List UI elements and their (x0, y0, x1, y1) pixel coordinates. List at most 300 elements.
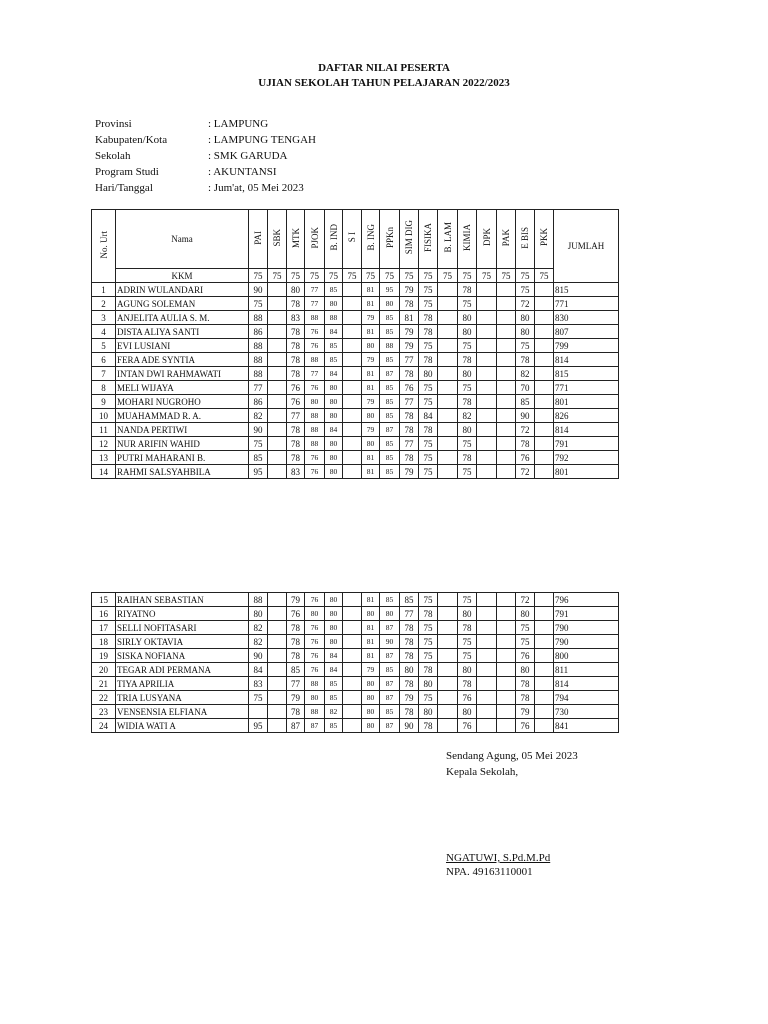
score-cell: 80 (362, 409, 380, 423)
score-cell (343, 353, 362, 367)
score-cell (438, 311, 458, 325)
score-cell: 80 (305, 395, 325, 409)
score-cell: 78 (287, 451, 305, 465)
score-cell: 88 (249, 311, 268, 325)
score-cell (343, 663, 362, 677)
score-cell: 85 (380, 663, 400, 677)
score-cell (343, 339, 362, 353)
student-name: TRIA LUSYANA (116, 691, 249, 705)
kkm-value: 75 (535, 269, 554, 283)
score-cell (497, 691, 516, 705)
score-cell (477, 649, 497, 663)
header-subject (419, 210, 438, 269)
score-cell: 78 (400, 451, 419, 465)
total-score: 791 (554, 437, 619, 451)
score-cell (535, 691, 554, 705)
table-row (92, 325, 619, 339)
row-number: 14 (92, 465, 116, 479)
score-cell: 80 (380, 297, 400, 311)
score-cell: 80 (458, 311, 477, 325)
total-score: 799 (554, 339, 619, 353)
score-cell: 79 (362, 311, 380, 325)
score-cell (268, 451, 287, 465)
score-cell: 79 (362, 663, 380, 677)
score-cell (477, 423, 497, 437)
score-cell: 80 (305, 607, 325, 621)
score-cell: 78 (458, 621, 477, 635)
total-score: 826 (554, 409, 619, 423)
score-cell: 88 (380, 339, 400, 353)
row-number: 5 (92, 339, 116, 353)
student-name: PUTRI MAHARANI B. (116, 451, 249, 465)
table-row (92, 635, 619, 649)
score-cell: 87 (305, 719, 325, 733)
score-cell (438, 437, 458, 451)
score-cell (438, 395, 458, 409)
score-cell: 81 (362, 297, 380, 311)
score-cell: 78 (400, 297, 419, 311)
table-row (92, 381, 619, 395)
score-cell (268, 353, 287, 367)
score-cell: 81 (362, 325, 380, 339)
grade-table-2 (91, 592, 619, 733)
score-cell (535, 367, 554, 381)
row-number: 19 (92, 649, 116, 663)
score-cell: 80 (458, 367, 477, 381)
score-cell (535, 649, 554, 663)
score-cell (268, 325, 287, 339)
score-cell: 75 (419, 339, 438, 353)
score-cell: 75 (516, 635, 535, 649)
score-cell (535, 465, 554, 479)
score-cell (535, 381, 554, 395)
score-cell: 78 (419, 353, 438, 367)
score-cell (268, 395, 287, 409)
score-cell (477, 381, 497, 395)
header-subject-label: PJOK (309, 226, 320, 249)
score-cell: 75 (419, 451, 438, 465)
row-number: 9 (92, 395, 116, 409)
total-score: 771 (554, 381, 619, 395)
score-cell: 76 (305, 621, 325, 635)
score-cell (343, 593, 362, 607)
info-value: : LAMPUNG (208, 118, 269, 130)
score-cell: 78 (287, 423, 305, 437)
table-row (92, 649, 619, 663)
score-cell: 80 (419, 677, 438, 691)
total-score: 801 (554, 465, 619, 479)
grade-table-1 (91, 209, 619, 479)
score-cell: 80 (325, 297, 343, 311)
score-cell (535, 283, 554, 297)
score-cell: 87 (380, 691, 400, 705)
score-cell (343, 423, 362, 437)
info-row (95, 148, 316, 164)
kkm-value: 75 (497, 269, 516, 283)
score-cell: 75 (419, 691, 438, 705)
score-cell (343, 465, 362, 479)
score-cell (343, 635, 362, 649)
score-cell (268, 367, 287, 381)
header-subject (249, 210, 268, 269)
score-cell: 88 (325, 311, 343, 325)
score-cell: 70 (516, 381, 535, 395)
total-score: 790 (554, 621, 619, 635)
score-cell: 77 (400, 437, 419, 451)
score-cell (497, 607, 516, 621)
score-cell: 78 (400, 649, 419, 663)
score-cell: 78 (287, 353, 305, 367)
score-cell: 85 (325, 353, 343, 367)
score-cell: 80 (362, 607, 380, 621)
score-cell (497, 635, 516, 649)
score-cell: 78 (419, 311, 438, 325)
score-cell (438, 465, 458, 479)
score-cell (268, 649, 287, 663)
score-cell: 76 (287, 607, 305, 621)
table-row (92, 451, 619, 465)
score-cell: 75 (516, 621, 535, 635)
score-cell (438, 705, 458, 719)
score-cell: 95 (249, 465, 268, 479)
header-subject-label: MTK (290, 227, 301, 248)
score-cell: 87 (380, 367, 400, 381)
kkm-label: KKM (116, 269, 249, 283)
score-cell: 85 (380, 409, 400, 423)
score-cell: 78 (287, 635, 305, 649)
score-cell (477, 367, 497, 381)
score-cell: 80 (516, 325, 535, 339)
score-cell (477, 297, 497, 311)
score-cell (497, 465, 516, 479)
header-subject-label: SBK (272, 228, 282, 247)
score-cell: 81 (362, 451, 380, 465)
row-number: 13 (92, 451, 116, 465)
score-cell (477, 465, 497, 479)
total-score: 814 (554, 423, 619, 437)
score-cell: 78 (419, 607, 438, 621)
score-cell: 76 (305, 325, 325, 339)
kkm-value: 75 (477, 269, 497, 283)
score-cell (477, 621, 497, 635)
score-cell: 75 (458, 297, 477, 311)
header-subject-label: S I (347, 232, 357, 243)
score-cell: 82 (516, 367, 535, 381)
score-cell: 75 (419, 395, 438, 409)
score-cell (268, 311, 287, 325)
score-cell: 82 (249, 409, 268, 423)
score-cell (535, 635, 554, 649)
score-cell (477, 339, 497, 353)
score-cell (438, 607, 458, 621)
score-cell: 78 (287, 649, 305, 663)
score-cell: 88 (305, 311, 325, 325)
score-cell: 80 (362, 705, 380, 719)
score-cell (268, 621, 287, 635)
kkm-value: 75 (362, 269, 380, 283)
score-cell: 80 (458, 663, 477, 677)
score-cell (497, 649, 516, 663)
score-cell: 78 (516, 353, 535, 367)
table-row (92, 593, 619, 607)
score-cell (268, 607, 287, 621)
score-cell: 80 (362, 437, 380, 451)
header-subject-label: SIM DIG (404, 220, 414, 255)
score-cell (438, 297, 458, 311)
score-cell: 76 (305, 465, 325, 479)
header-subject-label: B. ING (365, 224, 376, 251)
score-cell: 78 (516, 691, 535, 705)
score-cell: 90 (249, 649, 268, 663)
row-number: 3 (92, 311, 116, 325)
score-cell (268, 663, 287, 677)
score-cell: 77 (305, 283, 325, 297)
score-cell: 88 (305, 423, 325, 437)
info-row (95, 164, 316, 180)
score-cell (497, 423, 516, 437)
total-score: 794 (554, 691, 619, 705)
table-row (92, 691, 619, 705)
score-cell: 80 (287, 283, 305, 297)
row-number: 22 (92, 691, 116, 705)
row-number: 21 (92, 677, 116, 691)
score-cell: 79 (362, 353, 380, 367)
score-cell: 80 (362, 691, 380, 705)
score-cell (343, 409, 362, 423)
score-cell (268, 719, 287, 733)
header-nama: Nama (116, 210, 249, 269)
header-subject-label: B. IND (328, 224, 339, 251)
score-cell: 78 (287, 621, 305, 635)
row-number: 4 (92, 325, 116, 339)
total-score: 814 (554, 353, 619, 367)
row-number: 8 (92, 381, 116, 395)
score-cell: 76 (458, 691, 477, 705)
header-subject-label: PAK (501, 228, 511, 247)
score-cell: 82 (325, 705, 343, 719)
header-subject-label: E BIS (520, 226, 530, 249)
student-name: EVI LUSIANI (116, 339, 249, 353)
score-cell (535, 593, 554, 607)
header-subject (362, 210, 380, 269)
score-cell: 72 (516, 423, 535, 437)
header-subject (497, 210, 516, 269)
score-cell (535, 423, 554, 437)
score-cell: 80 (419, 367, 438, 381)
total-score: 811 (554, 663, 619, 677)
student-name: ADRIN WULANDARI (116, 283, 249, 297)
header-subject (516, 210, 535, 269)
score-cell (343, 607, 362, 621)
score-cell: 88 (305, 409, 325, 423)
score-cell: 80 (458, 607, 477, 621)
table-row (92, 719, 619, 733)
score-cell: 84 (325, 663, 343, 677)
score-cell: 79 (516, 705, 535, 719)
score-cell: 80 (325, 635, 343, 649)
score-cell: 78 (400, 409, 419, 423)
score-cell: 75 (419, 465, 438, 479)
score-cell: 87 (380, 649, 400, 663)
student-name: TEGAR ADI PERMANA (116, 663, 249, 677)
score-cell: 84 (325, 325, 343, 339)
score-cell: 80 (362, 719, 380, 733)
score-cell (535, 311, 554, 325)
score-cell: 78 (419, 423, 438, 437)
score-cell: 88 (305, 677, 325, 691)
table-row (92, 367, 619, 381)
row-number: 17 (92, 621, 116, 635)
score-cell (438, 621, 458, 635)
score-cell: 90 (249, 283, 268, 297)
info-label: Provinsi (95, 118, 132, 130)
row-number: 24 (92, 719, 116, 733)
score-cell (438, 635, 458, 649)
score-cell: 77 (287, 677, 305, 691)
score-cell (268, 635, 287, 649)
score-cell: 77 (400, 607, 419, 621)
score-cell (438, 325, 458, 339)
student-name: RIYATNO (116, 607, 249, 621)
score-cell: 84 (325, 423, 343, 437)
kkm-value: 75 (380, 269, 400, 283)
score-cell (477, 283, 497, 297)
total-score: 807 (554, 325, 619, 339)
score-cell: 77 (305, 367, 325, 381)
total-score: 730 (554, 705, 619, 719)
score-cell: 78 (516, 677, 535, 691)
score-cell: 85 (325, 283, 343, 297)
score-cell: 78 (400, 705, 419, 719)
score-cell (438, 353, 458, 367)
score-cell (535, 297, 554, 311)
score-cell: 79 (400, 339, 419, 353)
student-name: NUR ARIFIN WAHID (116, 437, 249, 451)
kkm-value: 75 (325, 269, 343, 283)
score-cell: 85 (325, 719, 343, 733)
score-cell: 86 (249, 395, 268, 409)
score-cell (497, 719, 516, 733)
score-cell: 85 (380, 465, 400, 479)
score-cell (535, 325, 554, 339)
score-cell: 79 (362, 423, 380, 437)
score-cell: 79 (287, 691, 305, 705)
score-cell (438, 283, 458, 297)
score-cell (535, 621, 554, 635)
score-cell: 75 (458, 465, 477, 479)
total-score: 841 (554, 719, 619, 733)
score-cell (268, 409, 287, 423)
score-cell: 75 (249, 297, 268, 311)
score-cell: 81 (362, 649, 380, 663)
student-name: SELLI NOFITASARI (116, 621, 249, 635)
score-cell: 84 (419, 409, 438, 423)
score-cell: 88 (305, 353, 325, 367)
score-cell: 84 (325, 367, 343, 381)
score-cell: 85 (380, 311, 400, 325)
score-cell: 83 (249, 677, 268, 691)
score-cell (477, 395, 497, 409)
score-cell (438, 649, 458, 663)
total-score: 815 (554, 283, 619, 297)
header-subject (287, 210, 305, 269)
score-cell: 78 (400, 367, 419, 381)
score-cell: 85 (516, 395, 535, 409)
score-cell: 78 (419, 663, 438, 677)
score-cell: 80 (325, 593, 343, 607)
score-cell: 76 (458, 719, 477, 733)
score-cell (477, 705, 497, 719)
info-value: : SMK GARUDA (208, 150, 288, 162)
score-cell (497, 353, 516, 367)
score-cell: 79 (400, 691, 419, 705)
score-cell (343, 395, 362, 409)
score-cell (497, 663, 516, 677)
score-cell (343, 297, 362, 311)
signature-role: Kepala Sekolah, (446, 766, 519, 778)
score-cell: 75 (249, 691, 268, 705)
row-number: 16 (92, 607, 116, 621)
score-cell (535, 719, 554, 733)
table-row (92, 663, 619, 677)
score-cell: 88 (305, 437, 325, 451)
score-cell (477, 409, 497, 423)
score-cell (477, 311, 497, 325)
score-cell: 75 (419, 635, 438, 649)
score-cell: 85 (249, 451, 268, 465)
score-cell: 87 (380, 423, 400, 437)
score-cell (535, 705, 554, 719)
school-info (95, 116, 316, 196)
score-cell: 80 (362, 677, 380, 691)
score-cell: 75 (458, 649, 477, 663)
student-name: INTAN DWI RAHMAWATI (116, 367, 249, 381)
score-cell (268, 691, 287, 705)
score-cell: 85 (380, 437, 400, 451)
score-cell: 75 (458, 381, 477, 395)
info-row (95, 116, 316, 132)
score-cell: 88 (249, 339, 268, 353)
score-cell: 72 (516, 297, 535, 311)
table-row (92, 353, 619, 367)
score-cell (477, 677, 497, 691)
score-cell (438, 423, 458, 437)
score-cell: 76 (305, 451, 325, 465)
score-cell: 85 (380, 395, 400, 409)
score-cell: 85 (380, 451, 400, 465)
score-cell: 77 (249, 381, 268, 395)
score-cell: 80 (419, 705, 438, 719)
student-name: AGUNG SOLEMAN (116, 297, 249, 311)
score-cell: 75 (458, 593, 477, 607)
total-score: 815 (554, 367, 619, 381)
score-cell: 78 (287, 339, 305, 353)
header-subject-label: PKK (539, 228, 549, 247)
score-cell (477, 451, 497, 465)
score-cell: 82 (249, 621, 268, 635)
score-cell: 81 (362, 593, 380, 607)
score-cell: 77 (400, 395, 419, 409)
row-number: 2 (92, 297, 116, 311)
table-row (92, 437, 619, 451)
score-cell: 75 (419, 593, 438, 607)
score-cell (343, 719, 362, 733)
header-subject (535, 210, 554, 269)
score-cell: 75 (419, 297, 438, 311)
score-cell: 80 (325, 395, 343, 409)
score-cell (497, 311, 516, 325)
score-cell (343, 437, 362, 451)
